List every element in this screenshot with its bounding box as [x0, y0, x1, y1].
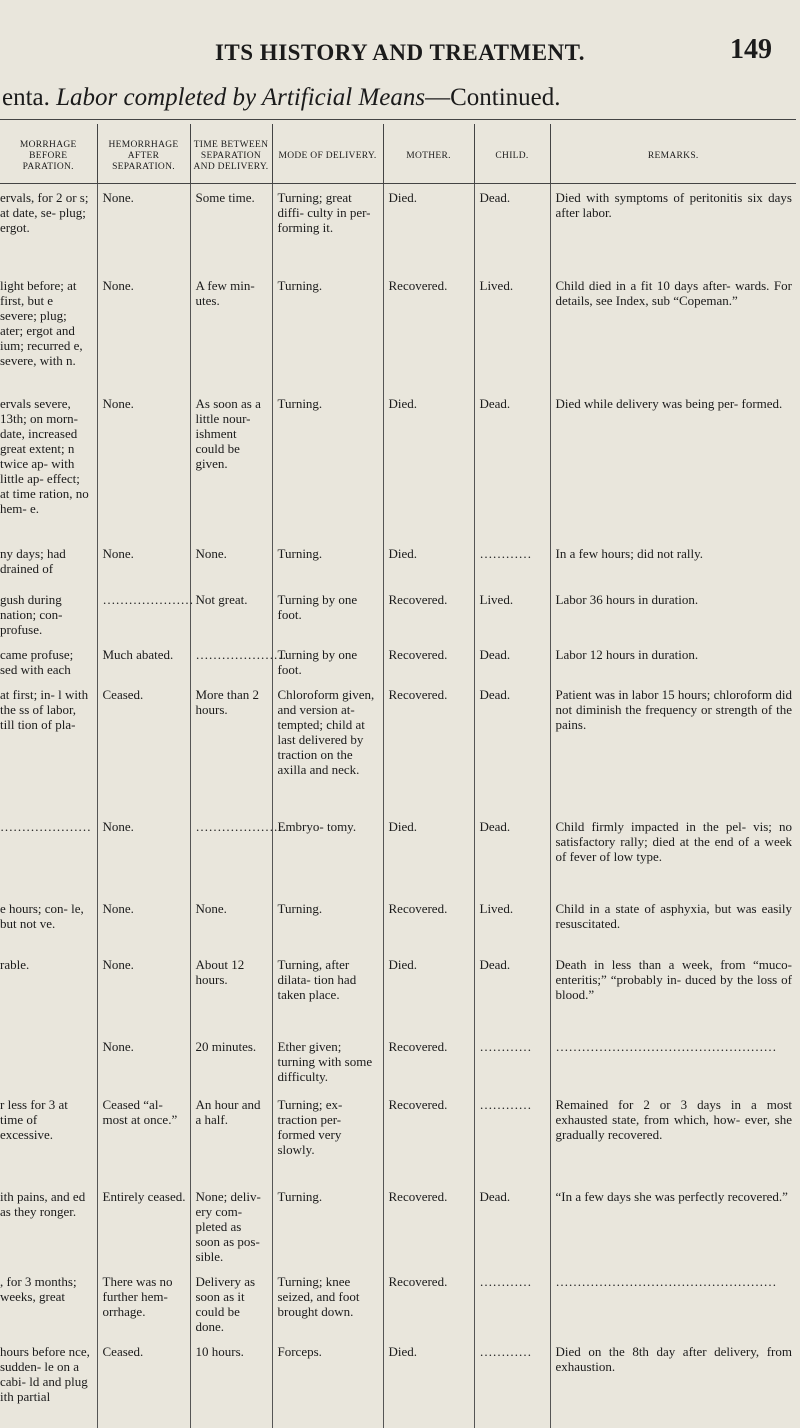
cell-time-between: 10 hours.: [190, 1338, 272, 1428]
cell-hemorrhage-before: light before; at first, but e severe; plug; ater; ergot and ium; recurred e, severe, with n.: [0, 277, 83, 368]
cell-hemorrhage-after: None.: [97, 951, 190, 1033]
cell-hemorrhage-after: There was no further hem- orrhage.: [97, 1268, 190, 1338]
cell-child: Dead.: [474, 184, 550, 272]
table-body: [0, 184, 796, 1428]
table-row: [0, 184, 796, 272]
cell-time-between: …………………: [190, 813, 272, 895]
cell-mother: Recovered.: [383, 681, 474, 813]
table-row: [0, 1033, 796, 1091]
cell-remarks: “In a few days she was perfectly recovered.”: [550, 1183, 796, 1268]
cell-mother: Recovered.: [383, 1033, 474, 1091]
case-table: [0, 124, 796, 1428]
cell-hemorrhage-after: None.: [97, 184, 190, 272]
table-row: [0, 1338, 796, 1428]
cell-mother: Recovered.: [383, 586, 474, 641]
cell-remarks: Died on the 8th day after delivery, from exhaustion.: [550, 1338, 796, 1428]
col-header-hemorrhage-after: HEMORRHAGE AFTER SEPARATION.: [97, 124, 190, 184]
cell-time-between: Some time.: [190, 184, 272, 272]
cell-hemorrhage-before: gush during nation; con- profuse.: [0, 591, 63, 637]
cell-mode-of-delivery: Turning.: [272, 1183, 383, 1268]
cell-remarks: Child firmly impacted in the pel- vis; no satisfactory rally; died at the end of a week of fever of low type.: [550, 813, 796, 895]
cell-hemorrhage-after: Ceased.: [97, 681, 190, 813]
cell-hemorrhage-after: Much abated.: [97, 641, 190, 681]
cell-mode-of-delivery: Turning; ex- traction per- formed very slowly.: [272, 1091, 383, 1183]
cell-time-between: About 12 hours.: [190, 951, 272, 1033]
cell-child: Lived.: [474, 272, 550, 390]
cell-child: Lived.: [474, 895, 550, 951]
cell-remarks: Died with symptoms of peritonitis six days after labor.: [550, 184, 796, 272]
cell-child: Dead.: [474, 1183, 550, 1268]
cell-hemorrhage-after: None.: [97, 895, 190, 951]
cell-remarks: Patient was in labor 15 hours; chloroform did not diminish the frequency or strength of the pains.: [550, 681, 796, 813]
cell-hemorrhage-before: came profuse; sed with each: [0, 646, 74, 677]
cell-child: …………: [474, 1338, 550, 1428]
running-title: ITS HISTORY AND TREATMENT.: [214, 40, 586, 65]
cell-remarks: ……………………………………………: [550, 1033, 796, 1091]
cell-mode-of-delivery: Turning; knee seized, and foot brought down.: [272, 1268, 383, 1338]
cell-mode-of-delivery: Embryo- tomy.: [272, 813, 383, 895]
table-row: [0, 1268, 796, 1338]
cell-mode-of-delivery: Turning.: [272, 540, 383, 586]
cell-time-between: Not great.: [190, 586, 272, 641]
table-row: [0, 951, 796, 1033]
cell-remarks: Remained for 2 or 3 days in a most exhausted state, from which, how- ever, she gradually recovered.: [550, 1091, 796, 1183]
cell-hemorrhage-before: at first; in- l with the ss of labor, till tion of pla-: [0, 686, 89, 732]
cell-hemorrhage-before: ith pains, and ed as they ronger.: [0, 1188, 86, 1219]
cell-mode-of-delivery: Ether given; turning with some difficulty.: [272, 1033, 383, 1091]
header-row: [0, 124, 796, 184]
cell-child: …………: [474, 1033, 550, 1091]
cell-hemorrhage-before: e hours; con- le, but not ve.: [0, 900, 84, 931]
col-header-child: CHILD.: [474, 124, 550, 184]
table-top-rule: [0, 119, 796, 120]
col-header-time-between: TIME BETWEEN SEPARATION AND DELIVERY.: [190, 124, 272, 184]
col-header-hemorrhage-before: MORRHAGE BEFORE PARATION.: [0, 124, 97, 184]
cell-mother: Died.: [383, 951, 474, 1033]
cell-hemorrhage-after: None.: [97, 390, 190, 540]
cell-hemorrhage-before: r less for 3 at time of excessive.: [0, 1096, 68, 1142]
cell-mode-of-delivery: Turning.: [272, 390, 383, 540]
cell-time-between: 20 minutes.: [190, 1033, 272, 1091]
cell-mother: Died.: [383, 1338, 474, 1428]
cell-hemorrhage-after: None.: [97, 540, 190, 586]
cell-time-between: …………………: [190, 641, 272, 681]
subtitle-suffix: —Continued.: [425, 84, 561, 111]
cell-mode-of-delivery: Turning by one foot.: [272, 586, 383, 641]
cell-child: Dead.: [474, 641, 550, 681]
cell-child: Dead.: [474, 951, 550, 1033]
cell-hemorrhage-after: Entirely ceased.: [97, 1183, 190, 1268]
cell-child: …………: [474, 1268, 550, 1338]
cell-mode-of-delivery: Turning.: [272, 272, 383, 390]
cell-hemorrhage-before: hours before nce, sudden- le on a cabi- ld and plug ith partial: [0, 1343, 90, 1404]
cell-remarks: Died while delivery was being per- formed.: [550, 390, 796, 540]
cell-hemorrhage-before: …………………: [0, 818, 91, 834]
cell-child: Dead.: [474, 681, 550, 813]
cell-mode-of-delivery: Turning, after dilata- tion had taken place.: [272, 951, 383, 1033]
cell-hemorrhage-after: …………………: [97, 586, 190, 641]
cell-hemorrhage-after: None.: [97, 813, 190, 895]
cell-mother: Recovered.: [383, 641, 474, 681]
cell-hemorrhage-before: ny days; had drained of: [0, 545, 66, 576]
cell-mode-of-delivery: Chloroform given, and version at- tempted; child at last delivered by traction on the axilla and neck.: [272, 681, 383, 813]
cell-hemorrhage-after: None.: [97, 272, 190, 390]
table-row: [0, 895, 796, 951]
page-number: 149: [730, 34, 772, 65]
cell-remarks: Labor 36 hours in duration.: [550, 586, 796, 641]
cell-remarks: Child in a state of asphyxia, but was easily resuscitated.: [550, 895, 796, 951]
cell-remarks: ……………………………………………: [550, 1268, 796, 1338]
cell-hemorrhage-before: rable.: [0, 956, 30, 972]
cell-hemorrhage-before: [0, 1033, 97, 1091]
subtitle-prefix: enta.: [2, 84, 57, 111]
cell-time-between: More than 2 hours.: [190, 681, 272, 813]
col-header-mode-of-delivery: MODE OF DELIVERY.: [272, 124, 383, 184]
table-row: [0, 1183, 796, 1268]
cell-mother: Recovered.: [383, 272, 474, 390]
table-row: [0, 540, 796, 586]
table-row: [0, 390, 796, 540]
cell-time-between: None.: [190, 895, 272, 951]
cell-hemorrhage-after: None.: [97, 1033, 190, 1091]
cell-child: …………: [474, 540, 550, 586]
cell-remarks: In a few hours; did not rally.: [550, 540, 796, 586]
table-row: [0, 272, 796, 390]
cell-mother: Recovered.: [383, 895, 474, 951]
cell-child: …………: [474, 1091, 550, 1183]
cell-time-between: An hour and a half.: [190, 1091, 272, 1183]
cell-mother: Recovered.: [383, 1268, 474, 1338]
cell-mother: Recovered.: [383, 1183, 474, 1268]
table-row: [0, 813, 796, 895]
cell-mother: Died.: [383, 540, 474, 586]
cell-mode-of-delivery: Turning by one foot.: [272, 641, 383, 681]
cell-child: Dead.: [474, 390, 550, 540]
cell-mode-of-delivery: Turning; great diffi- culty in per- forming it.: [272, 184, 383, 272]
cell-mother: Died.: [383, 390, 474, 540]
cell-hemorrhage-before: ervals, for 2 or s; at date, se- plug; ergot.: [0, 190, 89, 235]
subtitle-italic: Labor completed by Artificial Means: [56, 84, 426, 111]
col-header-mother: MOTHER.: [383, 124, 474, 184]
cell-child: Lived.: [474, 586, 550, 641]
table-row: [0, 641, 796, 681]
table-row: [0, 586, 796, 641]
cell-remarks: Death in less than a week, from “muco-enteritis;” “probably in- duced by the loss of blood.”: [550, 951, 796, 1033]
cell-mode-of-delivery: Forceps.: [272, 1338, 383, 1428]
cell-hemorrhage-before: ervals severe, 13th; on morn- date, increased great extent; n twice ap- with little ap- effect; at time ration, no hem- e.: [0, 395, 89, 516]
page-header: [0, 28, 800, 68]
cell-remarks: Child died in a fit 10 days after- wards. For details, see Index, sub “Copeman.”: [550, 272, 796, 390]
cell-mother: Died.: [383, 813, 474, 895]
cell-child: Dead.: [474, 813, 550, 895]
cell-time-between: Delivery as soon as it could be done.: [190, 1268, 272, 1338]
cell-hemorrhage-after: Ceased “al- most at once.”: [97, 1091, 190, 1183]
table-row: [0, 681, 796, 813]
table-subtitle: [2, 84, 561, 112]
cell-hemorrhage-after: Ceased.: [97, 1338, 190, 1428]
col-header-remarks: REMARKS.: [550, 124, 796, 184]
table-row: [0, 1091, 796, 1183]
cell-remarks: Labor 12 hours in duration.: [550, 641, 796, 681]
cell-mode-of-delivery: Turning.: [272, 895, 383, 951]
cell-mother: Recovered.: [383, 1091, 474, 1183]
cell-time-between: As soon as a little nour- ishment could be given.: [190, 390, 272, 540]
cell-time-between: None.: [190, 540, 272, 586]
cell-time-between: None; deliv- ery com- pleted as soon as pos- sible.: [190, 1183, 272, 1268]
cell-hemorrhage-before: , for 3 months; weeks, great: [0, 1273, 77, 1304]
cell-time-between: A few min- utes.: [190, 272, 272, 390]
cell-mother: Died.: [383, 184, 474, 272]
